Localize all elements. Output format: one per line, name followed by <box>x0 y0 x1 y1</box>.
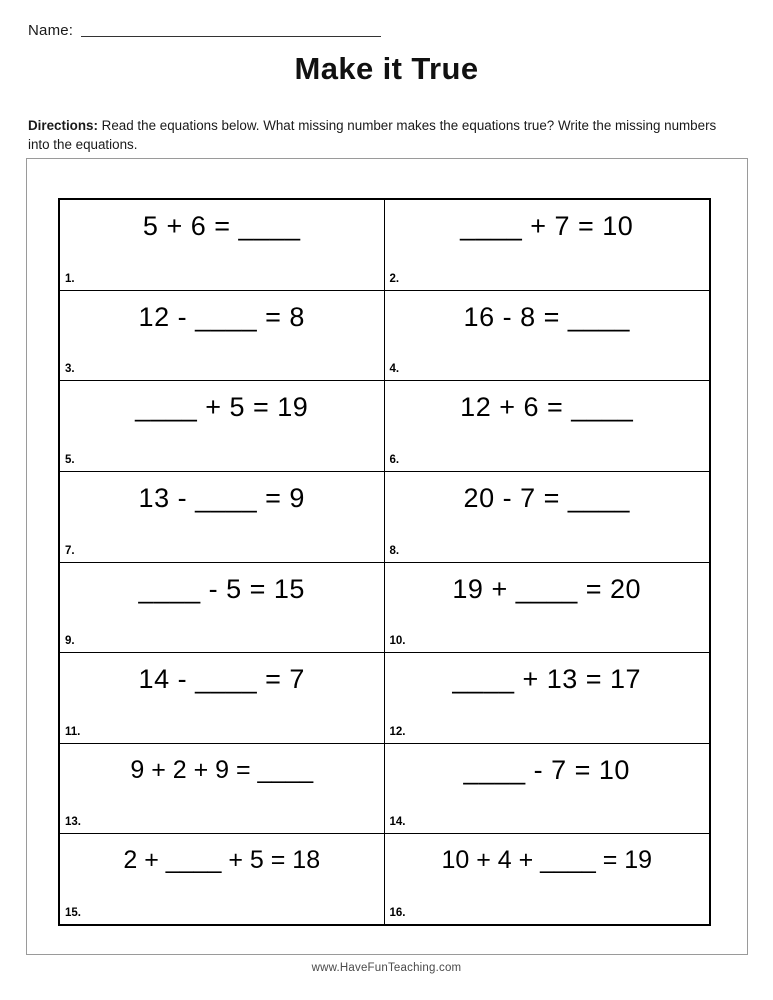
problem-cell-3[interactable] <box>60 291 385 381</box>
directions-label: Directions: <box>28 118 98 133</box>
problem-number: 13. <box>65 816 81 829</box>
equation-text: 13 - ____ = 9 <box>138 482 305 513</box>
problem-number: 2. <box>389 272 400 285</box>
equation-text: 12 + 6 = ____ <box>460 392 634 423</box>
problem-number: 14. <box>389 816 406 829</box>
problem-cell-5[interactable] <box>60 381 385 471</box>
problem-number: 15. <box>65 907 81 919</box>
page-title: Make it True <box>294 51 479 86</box>
problem-cell-10[interactable] <box>385 563 710 653</box>
table-row <box>60 834 709 924</box>
name-field-row <box>28 22 381 40</box>
problem-cell-15[interactable] <box>60 834 385 924</box>
problem-number: 12. <box>389 725 406 738</box>
problem-number: 5. <box>65 453 75 466</box>
problem-cell-6[interactable] <box>385 381 710 471</box>
equation-text: 20 - 7 = ____ <box>463 482 630 513</box>
problem-cell-2[interactable] <box>385 200 710 290</box>
problem-cell-14[interactable] <box>385 744 710 834</box>
problem-cell-16[interactable] <box>385 834 710 924</box>
equation-text: 10 + 4 + ____ = 19 <box>441 846 653 875</box>
problem-number: 4. <box>389 363 400 376</box>
problem-cell-12[interactable] <box>385 653 710 743</box>
equation-text: 5 + 6 = ____ <box>142 211 301 241</box>
problem-cell-4[interactable] <box>385 291 710 381</box>
problem-cell-9[interactable] <box>60 563 385 653</box>
equation-text: ____ + 5 = 19 <box>135 392 309 423</box>
problem-number: 8. <box>389 544 400 557</box>
table-row <box>60 563 709 654</box>
equation-text: 12 - ____ = 8 <box>138 301 305 332</box>
problem-number: 6. <box>389 453 400 466</box>
table-row <box>60 200 709 291</box>
name-label: Name: <box>28 22 74 39</box>
equation-text: 16 - 8 = ____ <box>463 301 630 332</box>
equation-text: ____ - 7 = 10 <box>463 754 630 785</box>
table-row <box>60 381 709 472</box>
directions-paragraph <box>28 116 740 154</box>
problem-number: 16. <box>389 907 406 919</box>
table-row <box>60 653 709 744</box>
problem-cell-8[interactable] <box>385 472 710 562</box>
equation-text: 14 - ____ = 7 <box>138 664 305 695</box>
problem-number: 3. <box>65 363 75 376</box>
equation-text: 9 + 2 + 9 = ____ <box>130 755 314 784</box>
problem-cell-1[interactable] <box>60 200 385 290</box>
name-write-line[interactable] <box>81 36 381 37</box>
directions-text: Read the equations below. What missing number makes the equations true? Write the missing numbers into the equations. <box>28 118 717 152</box>
problem-number: 9. <box>65 635 75 648</box>
problem-number: 11. <box>65 725 81 738</box>
equation-text: ____ + 7 = 10 <box>460 211 634 241</box>
table-row <box>60 291 709 382</box>
problem-cell-11[interactable] <box>60 653 385 743</box>
equation-text: ____ + 13 = 17 <box>452 664 642 695</box>
equation-text: 19 + ____ = 20 <box>452 573 642 604</box>
footer-url[interactable]: www.HaveFunTeaching.com <box>311 962 462 974</box>
table-row <box>60 472 709 563</box>
problem-number: 1. <box>65 272 75 285</box>
problem-number: 10. <box>389 635 406 648</box>
problem-cell-7[interactable] <box>60 472 385 562</box>
equation-text: ____ - 5 = 15 <box>138 573 305 604</box>
worksheet-content-frame <box>26 158 748 955</box>
table-row <box>60 744 709 835</box>
equation-text: 2 + ____ + 5 = 18 <box>123 846 321 875</box>
problem-number: 7. <box>65 544 75 557</box>
problem-cell-13[interactable] <box>60 744 385 834</box>
problem-table <box>58 198 711 926</box>
